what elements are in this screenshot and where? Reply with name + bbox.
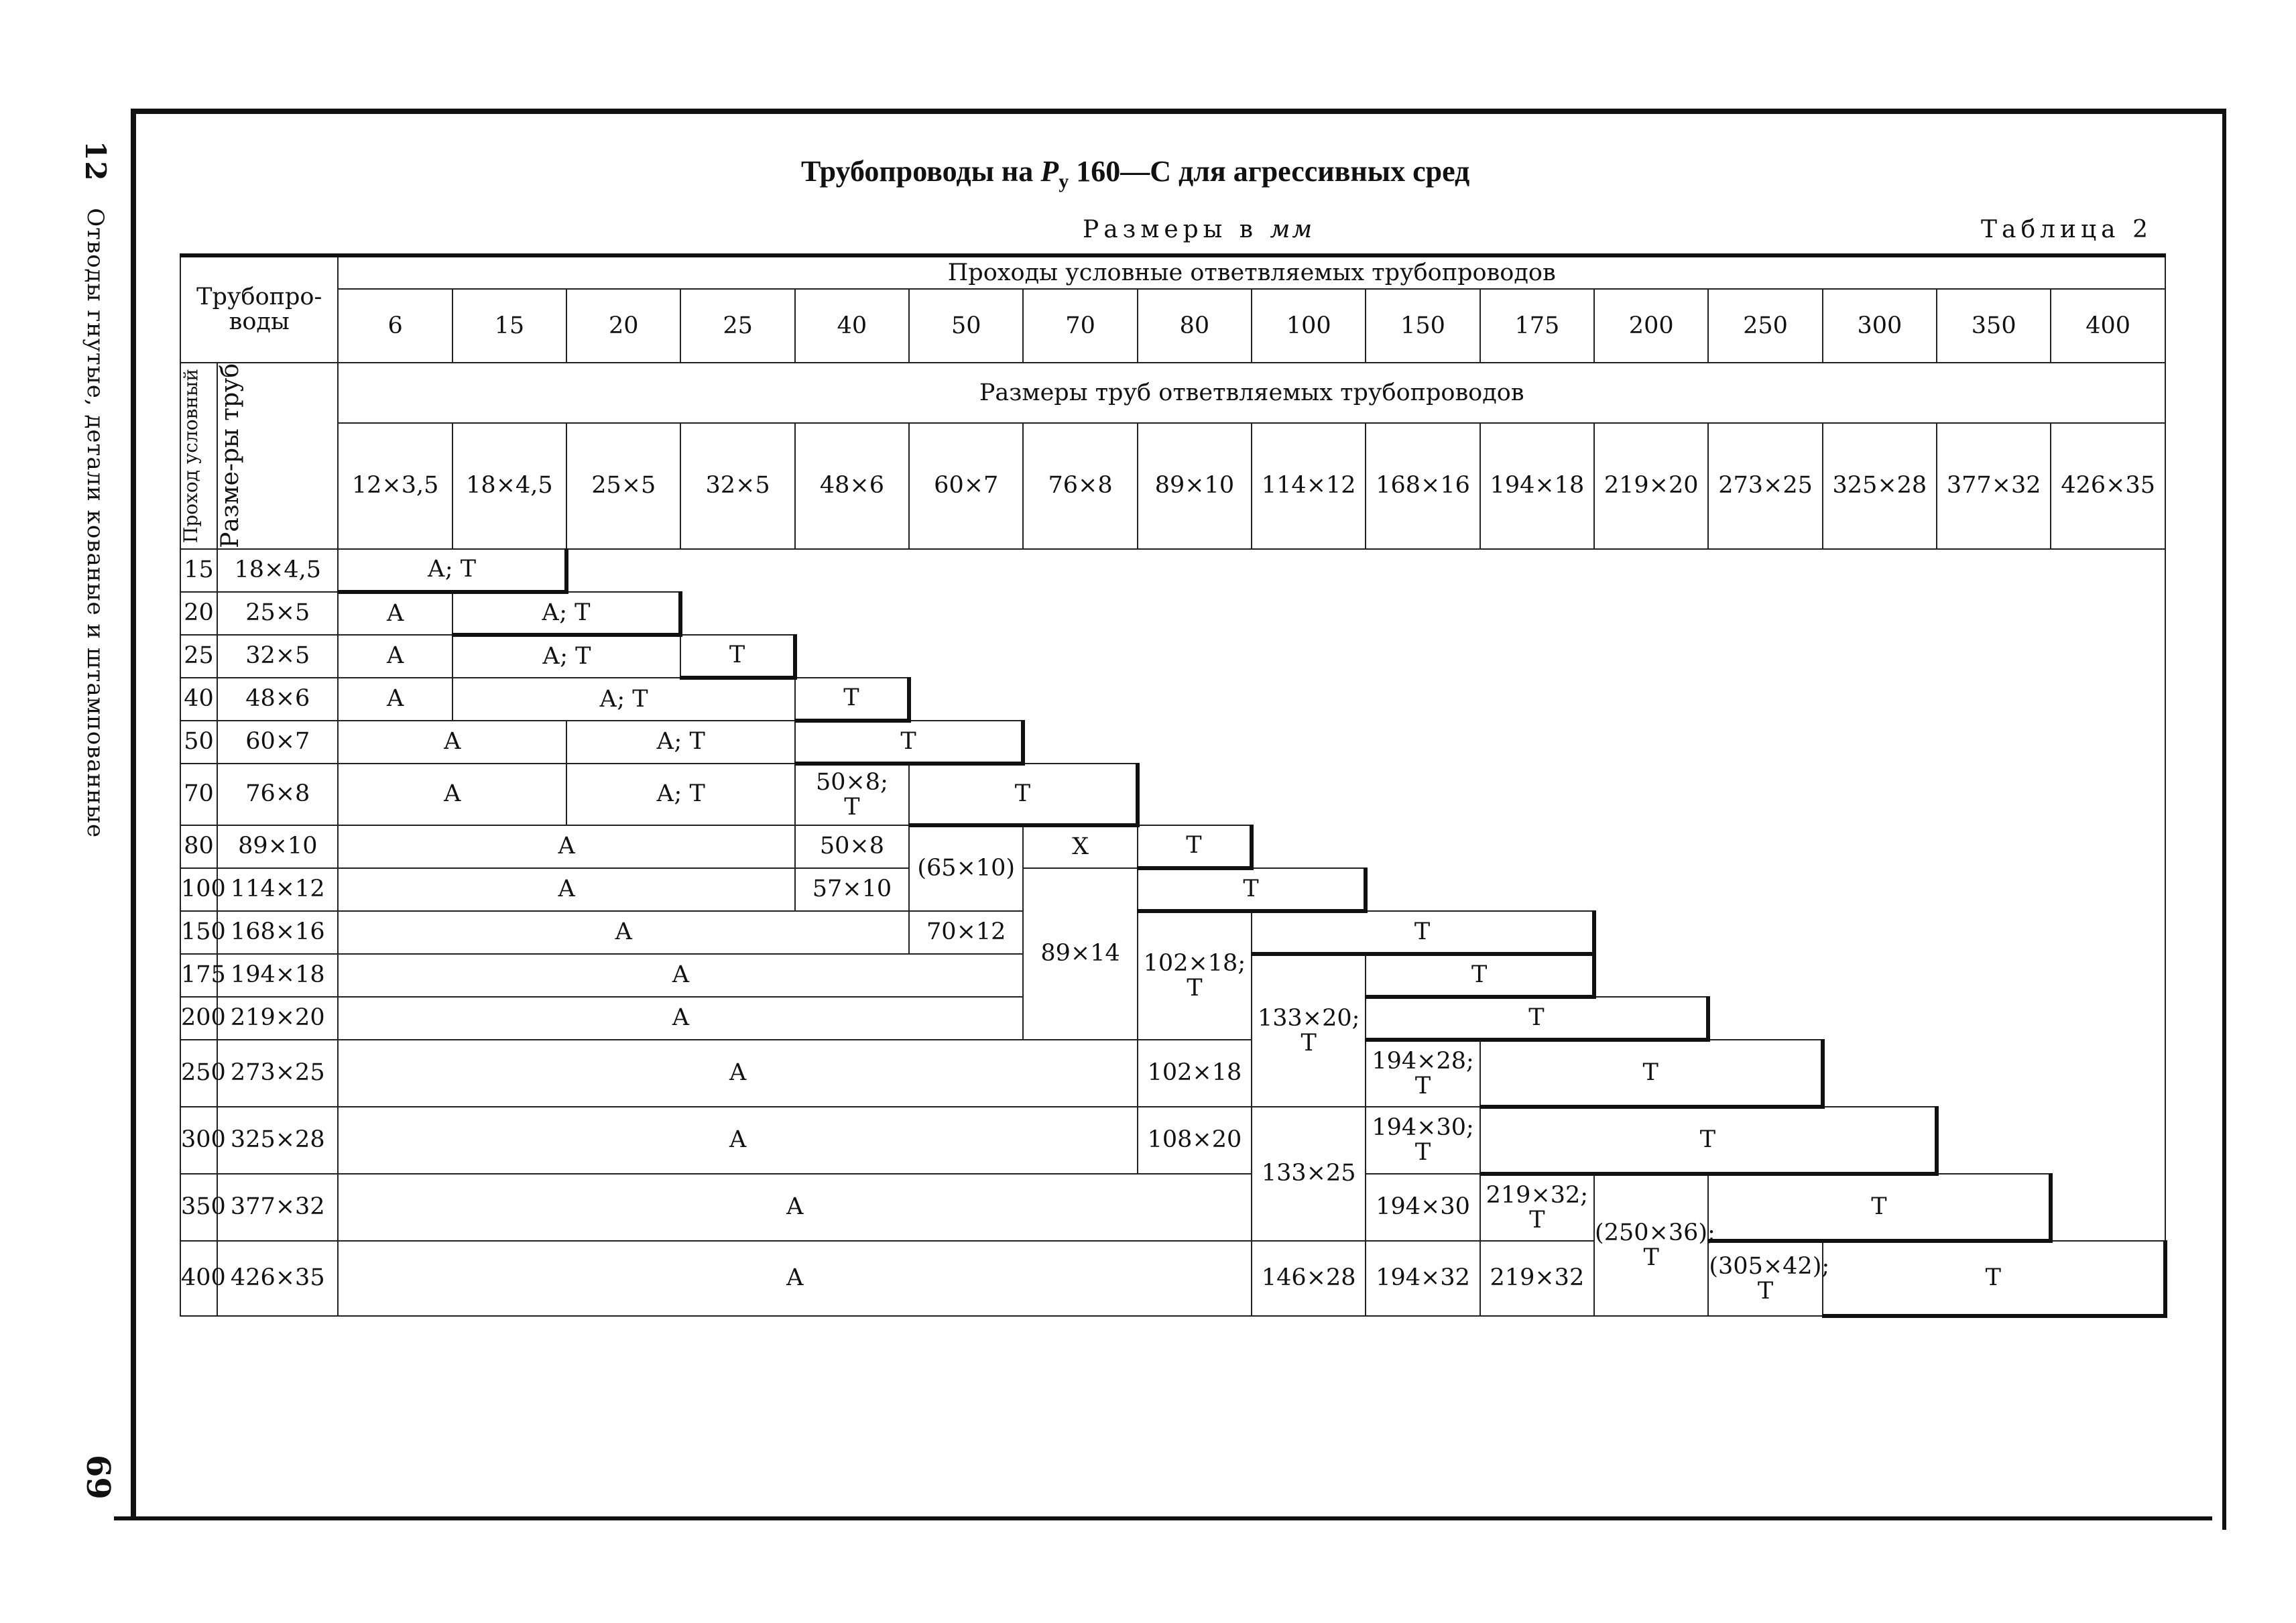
cell: 194×30; Т — [1366, 1107, 1479, 1174]
cell: 219×32; Т — [1480, 1174, 1594, 1241]
page-number: 69 — [79, 1455, 117, 1500]
cell: 194×28; Т — [1366, 1040, 1479, 1107]
row-dn: 350 — [180, 1174, 217, 1241]
cell: А; Т — [338, 549, 566, 592]
size-col: 76×8 — [1023, 423, 1137, 549]
cell: А — [338, 868, 794, 911]
row-dn: 150 — [180, 911, 217, 954]
cell: 89×14 — [1023, 868, 1137, 1040]
size-col: 89×10 — [1138, 423, 1252, 549]
header-passages-title: Проходы условные ответвляемых трубопроводов — [338, 255, 2165, 289]
size-col: 168×16 — [1366, 423, 1479, 549]
cell: Т — [1480, 1107, 1937, 1174]
row-dn: 250 — [180, 1040, 217, 1107]
row-dn: 25 — [180, 635, 217, 678]
row-size: 32×5 — [217, 635, 338, 678]
cell: А — [338, 1040, 1137, 1107]
cell: Т — [1480, 1040, 1823, 1107]
size-col: 48×6 — [795, 423, 909, 549]
cell: А — [338, 721, 566, 764]
row-size: 194×18 — [217, 954, 338, 997]
cell: А — [338, 911, 909, 954]
page-index: 12 — [79, 141, 112, 182]
row-size: 377×32 — [217, 1174, 338, 1241]
cell: (65×10) — [909, 825, 1023, 911]
passage-25: 25 — [680, 289, 794, 363]
passage-175: 175 — [1480, 289, 1594, 363]
cell: А; Т — [566, 721, 795, 764]
cell: Т — [1708, 1174, 2051, 1241]
row-dn: 50 — [180, 721, 217, 764]
passage-20: 20 — [566, 289, 680, 363]
cell: Т — [795, 721, 1024, 764]
row-dn: 15 — [180, 549, 217, 592]
cell: А — [338, 1107, 1137, 1174]
cell: Т — [1138, 868, 1366, 911]
cell: 50×8 — [795, 825, 909, 868]
passage-350: 350 — [1937, 289, 2051, 363]
units-note: Размеры в мм — [1083, 216, 1315, 243]
row-size: 219×20 — [217, 997, 338, 1040]
header-sizes-title: Размеры труб ответвляемых трубопроводов — [338, 363, 2165, 423]
cell: А — [338, 764, 566, 825]
size-col: 377×32 — [1937, 423, 2051, 549]
size-col: 18×4,5 — [452, 423, 566, 549]
row-dn: 70 — [180, 764, 217, 825]
passage-50: 50 — [909, 289, 1023, 363]
cell: А — [338, 635, 452, 678]
row-size: 168×16 — [217, 911, 338, 954]
header-passage-col: Проход условный — [180, 363, 217, 549]
row-size: 76×8 — [217, 764, 338, 825]
passage-300: 300 — [1823, 289, 1937, 363]
table-row — [180, 1241, 2165, 1316]
cell: Т — [1138, 825, 1252, 868]
cell: Т — [680, 635, 794, 678]
row-size: 18×4,5 — [217, 549, 338, 592]
table-row — [180, 764, 2165, 825]
passage-200: 200 — [1594, 289, 1708, 363]
passage-150: 150 — [1366, 289, 1479, 363]
table-row — [180, 1107, 2165, 1174]
row-dn: 40 — [180, 678, 217, 721]
cell: 50×8; Т — [795, 764, 909, 825]
header-sizes-col: Разме-ры труб — [217, 363, 338, 549]
cell: (250×36); Т — [1594, 1174, 1708, 1316]
cell: А; Т — [452, 592, 681, 635]
row-size: 89×10 — [217, 825, 338, 868]
size-col: 12×3,5 — [338, 423, 452, 549]
row-size: 426×35 — [217, 1241, 338, 1316]
page-title: Трубопроводы на $P_у$ 160—С для агрессивных сред — [801, 155, 1470, 192]
cell: 102×18; Т — [1138, 911, 1252, 1040]
table-row — [180, 1174, 2165, 1241]
row-dn: 80 — [180, 825, 217, 868]
cell: А — [338, 1174, 1252, 1241]
cell: 219×32 — [1480, 1241, 1594, 1316]
passage-80: 80 — [1138, 289, 1252, 363]
cell: Т — [1366, 997, 1708, 1040]
row-size: 325×28 — [217, 1107, 338, 1174]
cell: А — [338, 825, 794, 868]
passage-400: 400 — [2051, 289, 2165, 363]
row-size: 60×7 — [217, 721, 338, 764]
cell: 194×30 — [1366, 1174, 1479, 1241]
table-row — [180, 1040, 2165, 1107]
running-header — [79, 141, 112, 838]
size-col: 32×5 — [680, 423, 794, 549]
row-dn: 400 — [180, 1241, 217, 1316]
size-col: 219×20 — [1594, 423, 1708, 549]
row-size: 25×5 — [217, 592, 338, 635]
cell: А; Т — [452, 678, 795, 721]
passage-100: 100 — [1252, 289, 1366, 363]
size-col: 325×28 — [1823, 423, 1937, 549]
table-row — [180, 635, 2165, 678]
cell: (305×42); Т — [1708, 1241, 1822, 1316]
cell: 108×20 — [1138, 1107, 1252, 1174]
table-row — [180, 721, 2165, 764]
cell: 194×32 — [1366, 1241, 1479, 1316]
frame-right — [2222, 109, 2226, 1530]
pipes-table — [180, 253, 2167, 1318]
size-col: 273×25 — [1708, 423, 1822, 549]
table-row — [180, 825, 2165, 868]
size-col: 25×5 — [566, 423, 680, 549]
passage-70: 70 — [1023, 289, 1137, 363]
frame-bottom — [114, 1516, 2212, 1520]
cell: Т — [1823, 1241, 2165, 1316]
table-row — [180, 549, 2165, 592]
header-pipelines: Трубопро- воды — [180, 255, 338, 363]
frame-left — [131, 109, 136, 1516]
row-dn: 175 — [180, 954, 217, 997]
cell: Т — [1366, 954, 1594, 997]
cell: 57×10 — [795, 868, 909, 911]
row-dn: 200 — [180, 997, 217, 1040]
cell: А — [338, 1241, 1252, 1316]
cell: 133×25 — [1252, 1107, 1366, 1241]
running-title: Отводы гнутые, детали кованые и штампованные — [82, 208, 109, 839]
cell: А; Т — [566, 764, 795, 825]
cell: Т — [795, 678, 909, 721]
passage-6: 6 — [338, 289, 452, 363]
passage-15: 15 — [452, 289, 566, 363]
cell: 70×12 — [909, 911, 1023, 954]
cell: А — [338, 592, 452, 635]
row-dn: 300 — [180, 1107, 217, 1174]
cell: Т — [909, 764, 1138, 825]
size-col: 194×18 — [1480, 423, 1594, 549]
row-size: 114×12 — [217, 868, 338, 911]
cell: А — [338, 954, 1023, 997]
cell: 102×18 — [1138, 1040, 1252, 1107]
cell: А; Т — [452, 635, 681, 678]
cell: А — [338, 678, 452, 721]
cell: А — [338, 997, 1023, 1040]
table-number: Таблица 2 — [1981, 216, 2153, 243]
size-col: 114×12 — [1252, 423, 1366, 549]
table-row — [180, 911, 2165, 954]
cell: Х — [1023, 825, 1137, 868]
table-row — [180, 592, 2165, 635]
passage-40: 40 — [795, 289, 909, 363]
row-size: 48×6 — [217, 678, 338, 721]
table-row — [180, 868, 2165, 911]
cell: 133×20; Т — [1252, 954, 1366, 1107]
size-col: 426×35 — [2051, 423, 2165, 549]
passage-250: 250 — [1708, 289, 1822, 363]
cell: 146×28 — [1252, 1241, 1366, 1316]
table-row — [180, 678, 2165, 721]
cell: Т — [1252, 911, 1594, 954]
row-size: 273×25 — [217, 1040, 338, 1107]
row-dn: 20 — [180, 592, 217, 635]
frame-top — [131, 109, 2222, 114]
row-dn: 100 — [180, 868, 217, 911]
size-col: 60×7 — [909, 423, 1023, 549]
